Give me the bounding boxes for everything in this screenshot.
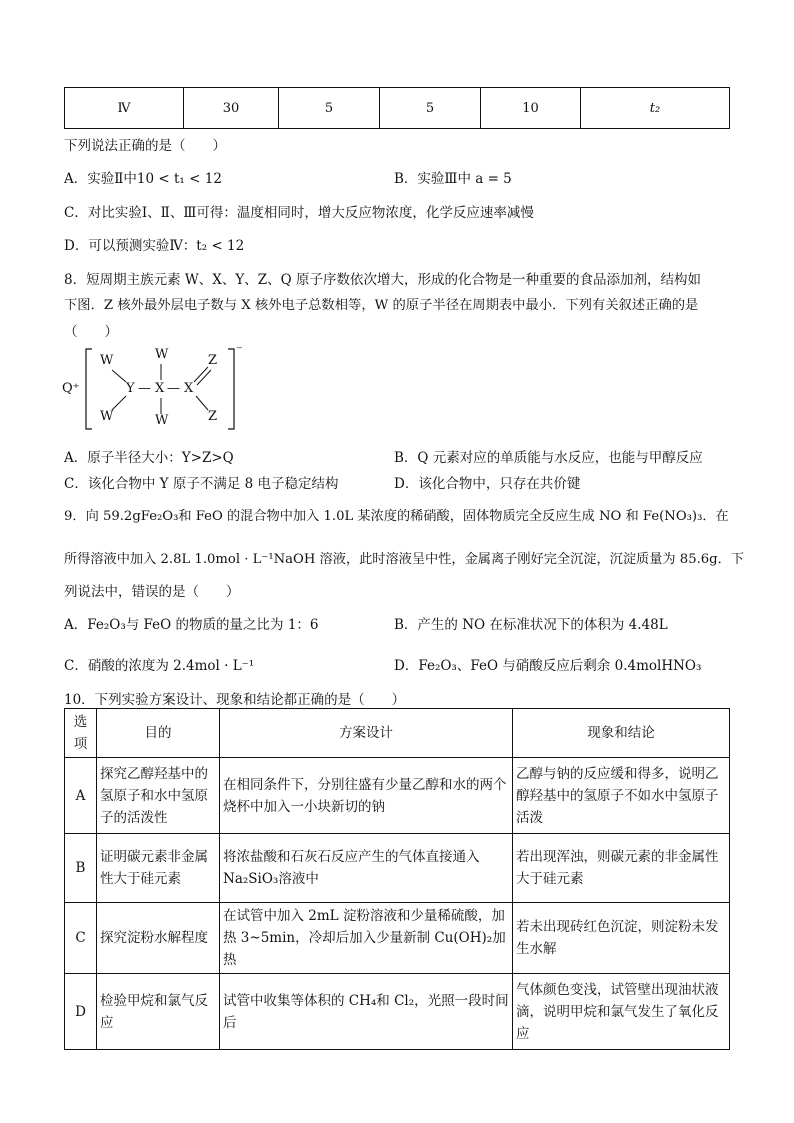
cell-value: 10 bbox=[481, 88, 581, 129]
x-atom-label: X bbox=[184, 381, 194, 396]
q9-stem-line3: 列说法中，错误的是（ ） bbox=[64, 584, 240, 600]
table-row bbox=[65, 903, 730, 974]
row-result: 若出现浑浊，则碳元素的非金属性大于硅元素 bbox=[513, 834, 730, 903]
row-plan: 在相同条件下，分别往盛有少量乙醇和水的两个烧杯中加入一小块新切的钠 bbox=[220, 758, 513, 834]
cell-value: 5 bbox=[380, 88, 481, 129]
header-option: 选项 bbox=[65, 709, 97, 758]
x-atom-label: X bbox=[155, 381, 165, 396]
q8-option-c: C．该化合物中 Y 原子不满足 8 电子稳定结构 bbox=[64, 476, 339, 492]
bond-dash: — bbox=[138, 381, 151, 396]
z-atom-label: Z bbox=[208, 353, 218, 368]
header-goal: 目的 bbox=[97, 709, 220, 758]
row-goal: 探究淀粉水解程度 bbox=[97, 903, 220, 974]
cell-value: 30 bbox=[184, 88, 279, 129]
row-plan: 试管中收集等体积的 CH₄和 Cl₂，光照一段时间后 bbox=[220, 974, 513, 1050]
q8-structure-diagram bbox=[62, 343, 262, 433]
row-result: 气体颜色变浅，试管壁出现油状液滴，说明甲烷和氯气发生了氧化反应 bbox=[513, 974, 730, 1050]
q9-option-a: A．Fe₂O₃与 FeO 的物质的量之比为 1：6 bbox=[64, 617, 319, 633]
charge-minus: ⁻ bbox=[236, 343, 243, 358]
q8-stem-line1: 8．短周期主族元素 W、X、Y、Z、Q 原子序数依次增大，形成的化合物是一种重要的食品添加剂，结构如 bbox=[64, 272, 702, 288]
q9-option-c: C．硝酸的浓度为 2.4mol · L⁻¹ bbox=[64, 658, 255, 674]
w-atom-label: W bbox=[155, 347, 169, 362]
table-row bbox=[65, 758, 730, 834]
header-plan: 方案设计 bbox=[220, 709, 513, 758]
y-atom-label: Y bbox=[126, 381, 135, 396]
q10-stem: 10．下列实验方案设计、现象和结论都正确的是（ ） bbox=[64, 692, 406, 708]
z-atom-label: Z bbox=[208, 409, 218, 424]
cell-exp-id: Ⅳ bbox=[65, 88, 184, 129]
row-goal: 探究乙醇羟基中的氢原子和水中氢原子的活泼性 bbox=[97, 758, 220, 834]
table-row bbox=[65, 974, 730, 1050]
w-atom-label: W bbox=[100, 353, 114, 368]
row-goal: 证明碳元素非金属性大于硅元素 bbox=[97, 834, 220, 903]
q9-option-d: D．Fe₂O₃、FeO 与硝酸反应后剩余 0.4molHNO₃ bbox=[394, 658, 702, 674]
q10-options-table bbox=[64, 708, 730, 1050]
q8-option-d: D．该化合物中，只存在共价键 bbox=[394, 476, 581, 492]
q9-stem-line1: 9．向 59.2gFe₂O₃和 FeO 的混合物中加入 1.0L 某浓度的稀硝酸，固体物质完全反应生成 NO 和 Fe(NO₃)₃．在 bbox=[64, 509, 729, 524]
row-goal: 检验甲烷和氯气反应 bbox=[97, 974, 220, 1050]
w-atom-label: W bbox=[155, 413, 169, 428]
row-option: B bbox=[65, 834, 97, 903]
row-option: A bbox=[65, 758, 97, 834]
q9-option-b: B．产生的 NO 在标准状况下的体积为 4.48L bbox=[394, 617, 668, 633]
experiment-table-row-iv bbox=[64, 87, 730, 129]
row-option: C bbox=[65, 903, 97, 974]
row-result: 若未出现砖红色沉淀，则淀粉未发生水解 bbox=[513, 903, 730, 974]
q7-option-d: D．可以预测实验Ⅳ：t₂ < 12 bbox=[64, 238, 245, 254]
q7-option-a: A．实验Ⅱ中10 < t₁ < 12 bbox=[64, 171, 222, 187]
q8-option-a: A．原子半径大小：Y>Z>Q bbox=[64, 450, 234, 466]
row-plan: 将浓盐酸和石灰石反应产生的气体直接通入 Na₂SiO₃溶液中 bbox=[220, 834, 513, 903]
q8-option-b: B．Q 元素对应的单质能与水反应，也能与甲醇反应 bbox=[394, 450, 703, 466]
w-atom-label: W bbox=[100, 409, 114, 424]
q7-option-c: C．对比实验Ⅰ、Ⅱ、Ⅲ可得：温度相同时，增大反应物浓度，化学反应速率减慢 bbox=[64, 205, 534, 221]
row-result: 乙醇与钠的反应缓和得多，说明乙醇羟基中的氢原子不如水中氢原子活泼 bbox=[513, 758, 730, 834]
row-plan: 在试管中加入 2mL 淀粉溶液和少量稀硫酸，加热 3~5min，冷却后加入少量新制 Cu(OH)₂加热 bbox=[220, 903, 513, 974]
q-ion-label: Q⁺ bbox=[62, 381, 80, 396]
cell-time: t₂ bbox=[581, 88, 730, 129]
row-option: D bbox=[65, 974, 97, 1050]
bond-dash: — bbox=[167, 381, 180, 396]
cell-value: 5 bbox=[279, 88, 380, 129]
q7-option-b: B．实验Ⅲ中 a = 5 bbox=[394, 171, 512, 187]
q8-stem-line3: （ ） bbox=[64, 324, 118, 340]
q8-stem-line2: 下图．Z 核外最外层电子数与 X 核外电子总数相等，W 的原子半径在周期表中最小．下列有关叙述正确的是 bbox=[64, 298, 699, 313]
header-result: 现象和结论 bbox=[513, 709, 730, 758]
table-row bbox=[65, 834, 730, 903]
q9-stem-line2: 所得溶液中加入 2.8L 1.0mol · L⁻¹NaOH 溶液，此时溶液呈中性，金属离子刚好完全沉淀，沉淀质量为 85.6g．下 bbox=[64, 552, 744, 567]
table-header-row bbox=[65, 709, 730, 758]
q7-stem: 下列说法正确的是（ ） bbox=[64, 138, 226, 154]
